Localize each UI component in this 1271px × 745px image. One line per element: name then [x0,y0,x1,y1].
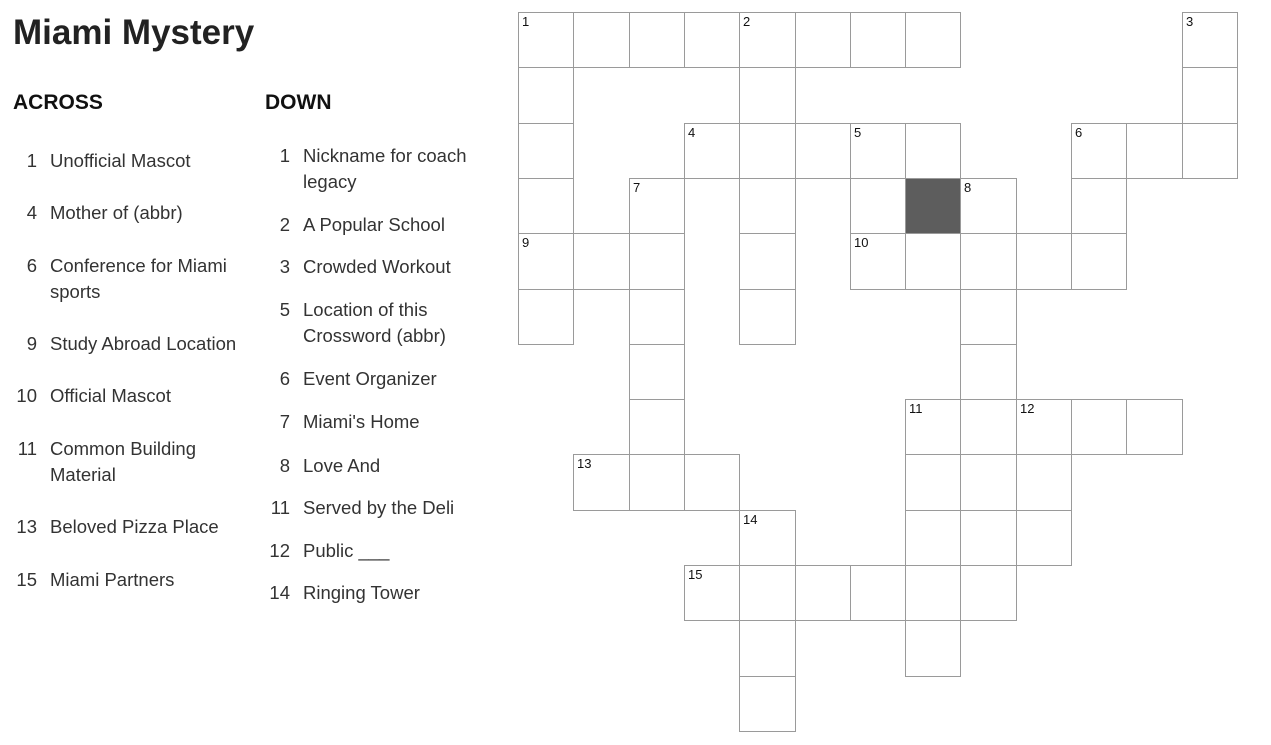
grid-cell[interactable] [1182,12,1238,68]
clue-text: Conference for Miami sports [50,255,227,302]
grid-cell[interactable] [518,67,574,124]
grid-cell[interactable] [795,565,851,621]
grid-cell[interactable] [1016,399,1072,455]
grid-cell[interactable] [960,454,1017,511]
clue-number: 10 [16,385,37,406]
grid-cell[interactable] [629,454,685,511]
clue-number: 3 [279,256,290,277]
grid-cell[interactable] [1182,67,1238,124]
grid-cell[interactable] [739,289,796,345]
grid-cell[interactable] [1071,123,1127,179]
puzzle-title: Miami Mystery [13,13,255,52]
cell-clue-number: 10 [854,235,869,250]
down-heading: DOWN [265,91,332,114]
grid-cell[interactable] [629,233,685,290]
clue-number: 2 [279,214,290,235]
clue-text: Ringing Tower [303,582,420,603]
clue-text: Beloved Pizza Place [50,516,219,537]
cell-clue-number: 6 [1075,125,1083,140]
grid-cell[interactable] [739,67,796,124]
clue-text: Common Building Material [50,438,197,485]
clue-number: 4 [26,202,37,223]
cell-clue-number: 9 [522,235,530,250]
clue-text: Mother of (abbr) [50,202,183,223]
grid-cell[interactable] [1071,399,1127,455]
grid-cell[interactable] [518,233,574,290]
grid-cell[interactable] [629,289,685,345]
grid-cell[interactable] [1126,123,1183,179]
clue-number: 15 [16,569,37,590]
grid-cell[interactable] [905,12,961,68]
grid-cell[interactable] [850,565,906,621]
cell-clue-number: 3 [1186,14,1194,29]
grid-cell[interactable] [905,620,961,677]
clue-text: Public ___ [303,540,390,561]
clue-number: 8 [279,455,290,476]
cell-clue-number: 2 [743,14,751,29]
grid-cell[interactable] [1071,233,1127,290]
grid-cell[interactable] [1071,178,1127,234]
grid-cell[interactable] [629,399,685,455]
grid-cell[interactable] [960,233,1017,290]
grid-cell[interactable] [518,289,574,345]
grid-cell[interactable] [905,454,961,511]
clue-number: 1 [279,145,290,166]
grid-cell[interactable] [960,289,1017,345]
grid-cell[interactable] [905,565,961,621]
grid-cell[interactable] [1016,233,1072,290]
clue-number: 6 [26,255,37,276]
grid-cell[interactable] [684,12,740,68]
clue-number: 14 [269,582,290,603]
clue-text: Miami's Home [303,411,420,432]
cell-clue-number: 14 [743,512,758,527]
grid-cell[interactable] [850,178,906,234]
grid-cell[interactable] [1126,399,1183,455]
grid-cell[interactable] [905,233,961,290]
clue-number: 1 [26,150,37,171]
grid-cell[interactable] [518,178,574,234]
grid-cell[interactable] [739,510,796,566]
across-heading: ACROSS [13,91,103,114]
grid-cell[interactable] [739,178,796,234]
clue-number: 12 [269,540,290,561]
clue-text: Crowded Workout [303,256,451,277]
grid-cell[interactable] [629,12,685,68]
clue-text: Official Mascot [50,385,171,406]
cell-clue-number: 1 [522,14,530,29]
grid-cell[interactable] [960,565,1017,621]
grid-cell[interactable] [905,510,961,566]
cell-clue-number: 15 [688,567,703,582]
grid-cell[interactable] [905,123,961,179]
grid-cell[interactable] [739,123,796,179]
grid-cell[interactable] [739,12,796,68]
clue-number: 9 [26,333,37,354]
grid-cell[interactable] [795,12,851,68]
clue-text: Served by the Deli [303,497,455,518]
clue-text: Unofficial Mascot [50,150,191,171]
grid-cell[interactable] [960,510,1017,566]
clue-text: A Popular School [303,214,445,235]
clue-number: 6 [279,368,290,389]
grid-cell[interactable] [739,676,796,732]
clue-number: 13 [16,516,37,537]
grid-cell[interactable] [960,178,1017,234]
grid-cell[interactable] [684,454,740,511]
grid-cell[interactable] [573,454,630,511]
grid-cell[interactable] [684,565,740,621]
cell-clue-number: 7 [633,180,641,195]
grid-cell[interactable] [795,123,851,179]
clue-text: Location of this Crossword (abbr) [303,299,446,346]
grid-cell[interactable] [573,233,630,290]
clue-text: Miami Partners [50,569,175,590]
cell-clue-number: 4 [688,125,696,140]
grid-cell[interactable] [518,12,574,68]
grid-cell[interactable] [850,12,906,68]
cell-clue-number: 5 [854,125,862,140]
grid-cell[interactable] [850,233,906,290]
clue-number: 7 [279,411,290,432]
grid-cell[interactable] [850,123,906,179]
grid-cell[interactable] [960,344,1017,400]
grid-cell[interactable] [518,123,574,179]
clue-number: 5 [279,299,290,320]
grid-cell[interactable] [739,620,796,677]
clue-number: 11 [17,438,37,459]
clue-text: Nickname for coach legacy [303,145,467,192]
clue-text: Love And [303,455,381,476]
grid-cell[interactable] [1016,454,1072,511]
cell-clue-number: 12 [1020,401,1035,416]
grid-cell-blocked [905,178,961,234]
clue-number: 11 [270,497,290,518]
grid-cell[interactable] [739,565,796,621]
grid-cell[interactable] [629,344,685,400]
cell-clue-number: 11 [909,401,923,416]
grid-cell[interactable] [573,12,630,68]
grid-cell[interactable] [1182,123,1238,179]
cell-clue-number: 8 [964,180,972,195]
grid-cell[interactable] [1016,510,1072,566]
clue-text: Event Organizer [303,368,437,389]
clue-text: Study Abroad Location [50,333,237,354]
grid-cell[interactable] [629,178,685,234]
grid-cell[interactable] [905,399,961,455]
grid-cell[interactable] [960,399,1017,455]
cell-clue-number: 13 [577,456,592,471]
grid-cell[interactable] [684,123,740,179]
grid-cell[interactable] [739,233,796,290]
